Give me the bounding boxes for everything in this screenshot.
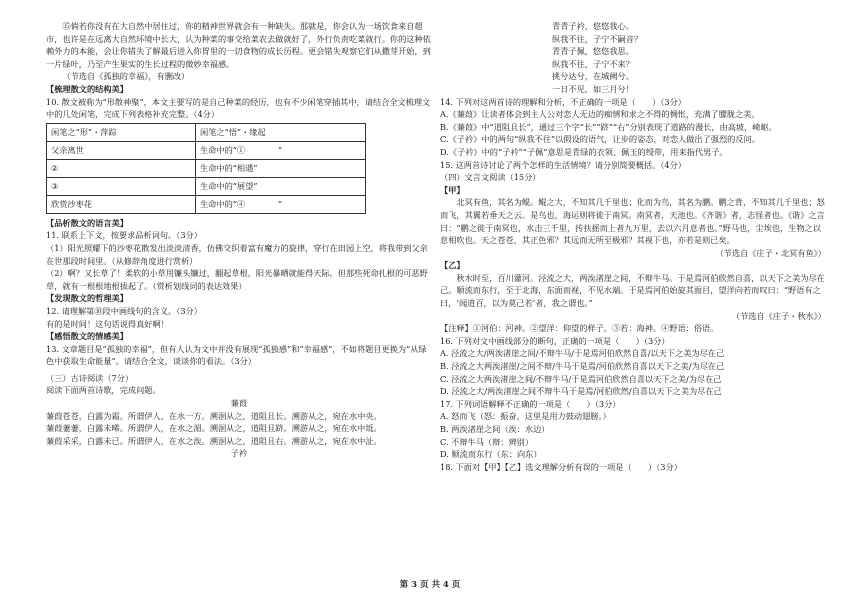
question-16: 16. 下列对文中画线部分的断句，正确的一项是（ ）（3分） bbox=[440, 335, 670, 346]
poem-line: 挑兮达兮，在城阙兮。 bbox=[552, 71, 634, 82]
table-row bbox=[47, 195, 366, 213]
poem-2-title: 子衿 bbox=[230, 448, 248, 459]
question-10: 10. 散文被称为“形散神聚”，本文主要写的是自己种菜的经历，也有不少闲笔穿插其中，请结合全文梳理文中的几处闲笔，完成下列表格补充完整。（4分） bbox=[46, 96, 431, 120]
page-number: 第 3 页 共 4 页 bbox=[399, 580, 461, 590]
option-d: D. 顺流而东行（东：向东） bbox=[440, 449, 542, 460]
section-3-instructions: 阅读下面两首诗歌，完成问题。 bbox=[46, 385, 161, 396]
poem-line: 一日不见，如三月兮！ bbox=[552, 83, 634, 94]
table-header-cell: 闲笔之“形”・萍踪 bbox=[47, 123, 196, 141]
passage-jia: 北冥有鱼，其名为鲲。鲲之大，不知其几千里也；化而为鸟，其名为鹏。鹏之背，不知其几千里也；怒而飞，其翼若垂天之云。是鸟也，海运则将徙于南冥。南冥者，天池也。《齐谐》者，志怪者也。《谐》之言曰：“鹏之徙于南冥也，水击三千里，抟扶摇而上者九万里，去以六月息者也。”野马也，尘埃也，生物之以息相吹也。天之苍苍，其正色邪？其远而无所至极邪？其视下也，亦若是则已矣。 bbox=[440, 197, 825, 246]
poem-line: 蒹葭采采，白露未已。所谓伊人，在水之涘。溯洄从之，道阻且右。溯游从之，宛在水中沚。 bbox=[46, 435, 382, 446]
question-12: 12. 请理解第⑩段中画线句的含义。（3分） bbox=[46, 305, 202, 316]
table-cell: 父亲离世 bbox=[47, 141, 196, 159]
poem-1-title: 蒹葭 bbox=[230, 398, 248, 409]
table-cell: ③ bbox=[47, 177, 196, 195]
option-b: B. 两涘渚崖之间（涘：水边） bbox=[440, 424, 550, 434]
section-heading-emotion: 【感悟散文的情感美】 bbox=[46, 331, 128, 342]
poem-line: 青青子佩，悠悠我思。 bbox=[552, 46, 634, 57]
source-note: （节选自《孤独的幸福》，有删改） bbox=[62, 71, 190, 82]
poem-2 bbox=[552, 20, 826, 96]
table-cell: 生命中的“① ” bbox=[196, 141, 366, 159]
table-cell: 欣赏沙枣花 bbox=[47, 195, 196, 213]
option-a: A. 怒而飞（怒：振奋，这里是用力鼓动翅膀。） bbox=[440, 411, 611, 422]
table-row bbox=[47, 141, 366, 159]
section-heading-language: 【品析散文的语言美】 bbox=[46, 217, 128, 228]
question-11: 11. 联系上下文，按要求品析词句。（3分） bbox=[46, 230, 202, 241]
poem-line: 蒹葭苍苍，白露为霜。所谓伊人，在水一方。溯洄从之，道阻且长。溯游从之，宛在水中央。 bbox=[46, 410, 382, 421]
table-row bbox=[47, 177, 366, 195]
option-d: D.《子衿》中的“子衿”“子佩”意思是青绿的衣领、佩玉的绶带，用来指代男子。 bbox=[440, 146, 728, 157]
passage-yi-label: 【乙】 bbox=[440, 260, 465, 271]
option-a: A.《蒹葭》让读者体会到主人公对恋人无边的痴情和求之不得的惆怅，充满了朦胧之美。 bbox=[440, 109, 760, 120]
poem-line: 青青子衿，悠悠我心。 bbox=[552, 21, 634, 31]
option-c: C. 不辩牛马（辩：辨别） bbox=[440, 436, 534, 447]
section-heading-thought: 【发现散文的哲理美】 bbox=[46, 293, 128, 304]
option-b: B.《蒹葭》中“道阻且长”，通过三个字“长”“跻”“右”分别表现了道路的漫长，由高坡，崎岖。 bbox=[440, 121, 777, 132]
option-b: B. 泾流之大两涘渚崖/之间不辩/牛马于是焉/河伯欣然自喜以天下之美/为尽在己 bbox=[440, 361, 725, 372]
question-17: 17. 下列词语解释不正确的一项是（ ）（3分） bbox=[440, 398, 621, 409]
table-cell: 生命中的“相遇” bbox=[196, 159, 366, 177]
option-c: C.《子衿》中的两句“纵我不往”以假设的语气，让步的姿态，对恋人做出了强烈的反问。 bbox=[440, 134, 760, 145]
section-heading-structure: 【梳理散文的结构美】 bbox=[46, 83, 128, 94]
passage-yi: 秋水时至，百川灌河。泾流之大，两涘渚崖之间，不辩牛马。于是焉河伯欣然自喜，以天下之美为尽在己。顺流而东行，至于北海，东面而视，不见水端。于是焉河伯始旋其面目，望洋向若而叹曰：“野语有之曰，‘闻道百，以为莫己若’者，我之谓也。” bbox=[440, 272, 825, 309]
question-11-part-2: （2）啊？又长草了！柔软的小草用镰头镰过，翻起草根，阳光暴晒就能得天际。但那些死命扎根的可恶野草，就有一根根地根拔起了。（赏析划线词的表达效果） bbox=[46, 268, 428, 291]
question-14: 14. 下列对这两首诗的理解和分析，不正确的一项是（ ）（3分） bbox=[440, 96, 686, 107]
poem-line: 纵我不往，子宁不嗣音？ bbox=[552, 33, 643, 44]
passage-yi-source: （节选自《庄子・秋水》） bbox=[731, 310, 826, 321]
answer-table bbox=[46, 123, 366, 214]
question-12-quote: 有的是时间！这句话说得真好啊！ bbox=[46, 318, 169, 329]
passage-jia-source: （节选自《庄子・北冥有鱼》） bbox=[715, 247, 826, 258]
table-cell: ② bbox=[47, 159, 196, 177]
passage-jia-label: 【甲】 bbox=[440, 184, 465, 195]
section-3-title: （三）古诗阅读（7分） bbox=[46, 372, 134, 383]
poem-line: 纵我不往，子宁不来？ bbox=[552, 58, 634, 69]
section-4-title: （四）文言文阅读（15分） bbox=[440, 172, 541, 183]
question-18: 18. 下面对【甲】【乙】选文理解分析有误的一项是（ ）（3分） bbox=[440, 461, 682, 472]
option-c: C. 泾流之大两涘渚崖之间/不辩牛马/于是焉河伯欣然自喜以天下之美/为尽在己 bbox=[440, 373, 722, 384]
table-header-cell: 闲笔之“悟”・缘起 bbox=[196, 123, 366, 141]
table-header-row bbox=[47, 123, 366, 141]
table-row bbox=[47, 159, 366, 177]
annotations: 【注释】①河伯：河神。②望洋：仰望的样子。③若：海神。④野语：俗语。 bbox=[440, 323, 719, 334]
poem-line: 蒹葭萋萋，白露未晞。所谓伊人，在水之湄。溯洄从之，道阻且跻。溯游从之，宛在水中坻。 bbox=[46, 423, 382, 434]
question-13: 13. 文章题目是“孤独的幸福”，但有人认为文中并没有展现“孤独感”和“幸福感”，不如将题目更换为“从绿色中获取生命能量”。请结合全文，谈谈你的看法。（3分） bbox=[46, 343, 427, 367]
table-cell: 生命中的“展望” bbox=[196, 177, 366, 195]
paragraph-15: ⑮倘若你没有在大自然中居住过，你的精神世界就会有一种缺失。那就是，你会认为一场饮食来自超市，也许是在远离大自然环境中长大，认为种菜的事交给菜农去做就好了，外行负责吃菜就行。你的这种依赖外力的本能，会让你错失了解最后进入你胃里的一切食物的成长历程。更会错失观察它们从撒芽开始，到一片绿叶，乃至产生果实的生长过程的微妙幸福感。 bbox=[46, 21, 431, 69]
question-11-part-1: （1）阳光照耀下的沙枣花散发出淡淡清香，仿佛交织着富有魔力的旋律，穿行在田园上空，将我带到父亲在世那段时间里。（从修辞角度进行赏析） bbox=[46, 242, 428, 266]
right-column bbox=[440, 20, 826, 473]
left-column bbox=[46, 20, 432, 460]
table-cell: 生命中的“④ ” bbox=[196, 195, 366, 213]
option-a: A. 泾流之大/两涘渚崖之间/不辩牛马/于是焉河伯欣然自喜/以天下之美为尽在己 bbox=[440, 348, 725, 359]
question-15: 15. 这两首诗讨论了两个怎样的生活情境？请分别简要概括。（4分） bbox=[440, 159, 686, 170]
option-d: D. 泾流之大/两涘渚崖之间不辩牛马于是焉/河伯欣然/自喜以天下之美为尽在己 bbox=[440, 386, 722, 397]
